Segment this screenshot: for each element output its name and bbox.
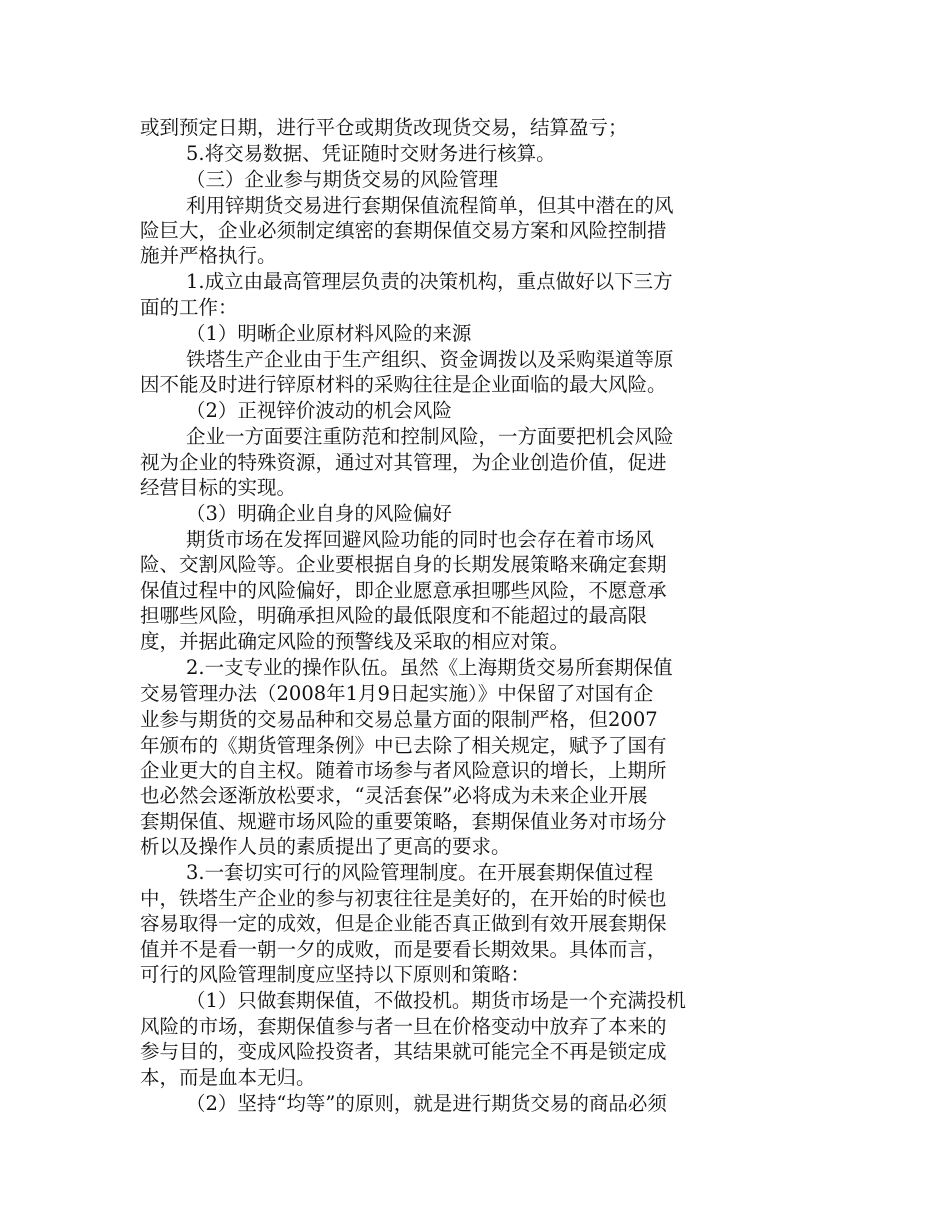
text-line: 风险的市场，套期保值参与者一旦在价格变动中放弃了本来的 [140,1015,667,1038]
text-line: 本，而是血本无归。 [140,1066,316,1089]
text-line: 2.一支专业的操作队伍。虽然《上海期货交易所套期保值 [186,656,673,679]
text-line: 面的工作： [140,296,238,319]
text-line: 交易管理办法（2008年1月9日起实施）》中保留了对国有企 [140,682,654,705]
text-line: 1.成立由最高管理层负责的决策机构，重点做好以下三方 [186,270,673,293]
text-line: 业参与期货的交易品种和交易总量方面的限制严格，但2007 [140,708,658,731]
text-line: （1）只做套期保值，不做投机。期货市场是一个充满投机 [186,989,686,1012]
text-line: 企业更大的自主权。随着市场参与者风险意识的增长，上期所 [140,759,667,782]
text-line: （2）坚持“均等”的原则，就是进行期货交易的商品必须 [186,1092,667,1115]
text-line: 中，铁塔生产企业的参与初衷往往是美好的，在开始的时候也 [140,887,667,910]
text-line: 容易取得一定的成效，但是企业能否真正做到有效开展套期保 [140,912,667,935]
text-line: 视为企业的特殊资源，通过对其管理，为企业创造价值，促进 [140,451,667,474]
text-line: 经营目标的实现。 [140,476,297,499]
text-line: 施并严格执行。 [140,244,277,267]
text-line: 利用锌期货交易进行套期保值流程简单，但其中潜在的风 [186,194,674,217]
text-line: 或到预定日期，进行平仓或期货改现货交易，结算盈亏； [140,116,628,139]
subheading: （3）明确企业自身的风险偏好 [186,502,452,525]
subheading: （2）正视锌价波动的机会风险 [186,399,452,422]
text-line: 保值过程中的风险偏好，即企业愿意承担哪些风险，不愿意承 [140,579,667,602]
text-line: 析以及操作人员的素质提出了更高的要求。 [140,835,511,858]
text-line: 因不能及时进行锌原材料的采购往往是企业面临的最大风险。 [140,373,667,396]
text-line: 套期保值、规避市场风险的重要策略，套期保值业务对市场分 [140,810,667,833]
text-line: 险巨大，企业必须制定缜密的套期保值交易方案和风险控制措 [140,219,667,242]
text-line: 度，并据此确定风险的预警线及采取的相应对策。 [140,630,570,653]
text-line: 担哪些风险，明确承担风险的最低限度和不能超过的最高限 [140,604,648,627]
text-line: 可行的风险管理制度应坚持以下原则和策略： [140,963,531,986]
text-line: 5.将交易数据、凭证随时交财务进行核算。 [186,142,556,165]
section-heading: （三）企业参与期货交易的风险管理 [186,168,499,191]
text-line: 铁塔生产企业由于生产组织、资金调拨以及采购渠道等原 [186,348,674,371]
text-line: 3.一套切实可行的风险管理制度。在开展套期保值过程 [186,861,654,884]
text-line: 年颁布的《期货管理条例》中已去除了相关规定，赋予了国有 [140,734,667,757]
text-line: 企业一方面要注重防范和控制风险，一方面要把机会风险 [186,425,674,448]
subheading: （1）明晰企业原材料风险的来源 [186,322,472,345]
text-line: 险、交割风险等。企业要根据自身的长期发展策略来确定套期 [140,553,667,576]
text-line: 参与目的，变成风险投资者，其结果就可能完全不再是锁定成 [140,1040,667,1063]
text-line: 值并不是看一朝一夕的成败，而是要看长期效果。具体而言， [140,938,667,961]
text-line: 也必然会逐渐放松要求，“灵活套保”必将成为未来企业开展 [140,784,648,807]
text-line: 期货市场在发挥回避风险功能的同时也会存在着市场风 [186,528,655,551]
